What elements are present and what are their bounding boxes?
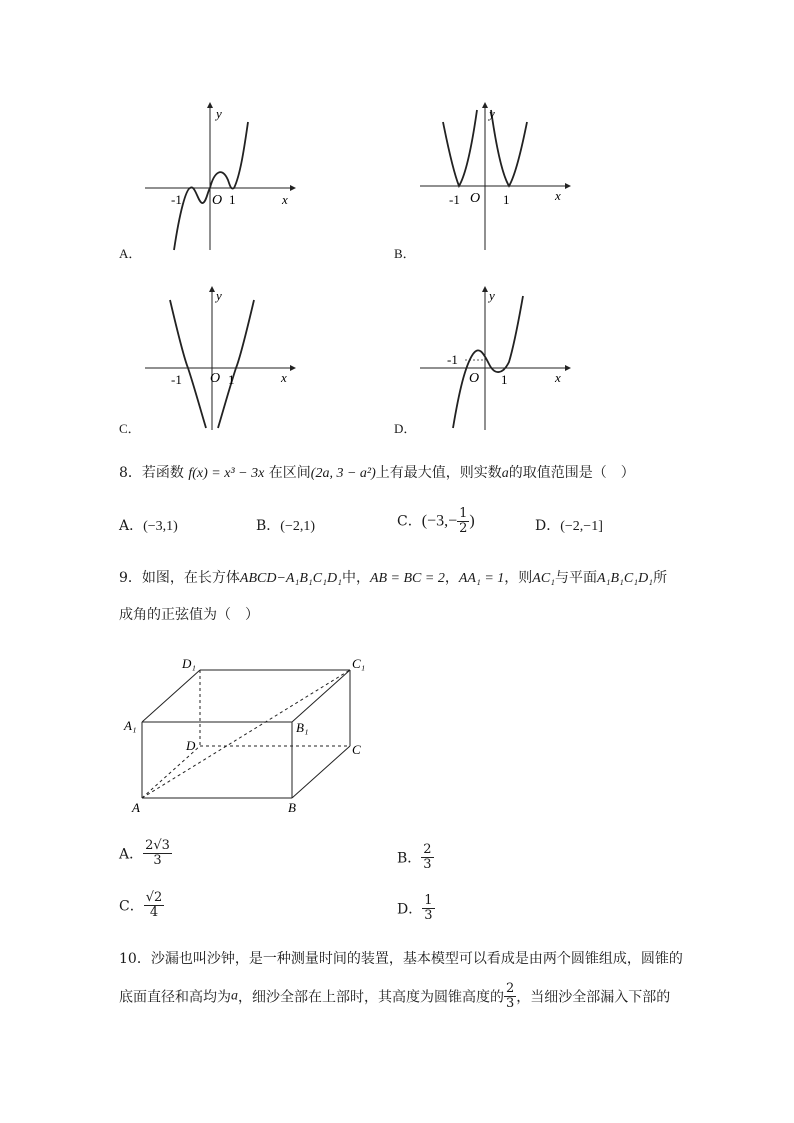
graph-a-tick-pos: 1: [229, 192, 236, 207]
graph-a-origin: O: [212, 193, 223, 208]
option-label-c[interactable]: C．: [119, 421, 141, 436]
vertex-d1: D₁: [182, 656, 196, 671]
graph-c-ylabel: y: [216, 288, 222, 303]
q8-option-c-post: ): [469, 512, 475, 530]
q9-cond2: AA₁ = 1: [458, 571, 505, 586]
q9-option-b[interactable]: [397, 843, 434, 872]
q10-line2: [119, 982, 670, 1011]
graph-b-ylabel: y: [489, 106, 495, 121]
q9-option-c-den: 4: [149, 905, 159, 920]
q9-option-b-fraction: [421, 843, 433, 872]
q9-text-c: ，则: [504, 570, 533, 586]
q9-option-d-num: 1: [424, 893, 433, 908]
q10-den: 3: [506, 996, 515, 1011]
q9-option-a-fraction: [143, 839, 172, 868]
q9-option-a-num: 2√3: [145, 838, 170, 853]
question-9: [119, 567, 667, 587]
question-10: [119, 948, 683, 968]
q8-option-c-pre: (−3,−: [421, 512, 458, 530]
graph-b-tick-pos: 1: [503, 192, 510, 207]
graph-d-origin: O: [469, 371, 480, 386]
q8-option-c-fraction: [457, 507, 469, 536]
q8-text-a: 若函数: [141, 465, 184, 481]
q9-option-a-label: A．: [119, 846, 144, 863]
cuboid-figure: [120, 650, 380, 820]
q10-var: a: [231, 988, 238, 1004]
q8-option-a[interactable]: [119, 515, 178, 535]
q9-option-d-label: D．: [397, 901, 423, 918]
q8-function: f(x) = x³ − 3x: [188, 466, 265, 481]
q8-option-b-value: (−2,1): [280, 519, 316, 534]
q8-option-c[interactable]: [397, 507, 475, 536]
q10-line2-c: ，当细沙全部漏入下部的: [516, 989, 671, 1006]
graph-a: [140, 100, 300, 255]
q9-option-b-label: B．: [397, 850, 422, 867]
q9-plane: A₁B₁C₁D₁: [597, 571, 654, 586]
q9-option-c[interactable]: [119, 891, 164, 920]
q9-option-b-den: 3: [423, 857, 432, 872]
q8-text-b: 在区间: [268, 465, 311, 481]
graph-d-tick-pos: 1: [501, 372, 508, 387]
q9-option-d-fraction: [422, 894, 434, 923]
q9-text-b: 中，: [341, 570, 370, 586]
graph-d: [415, 282, 575, 432]
question-8: [119, 462, 635, 482]
q8-option-d[interactable]: [535, 515, 603, 535]
q10-line2-a: 底面直径和高均为: [119, 989, 231, 1006]
q10-line2-b: ，细沙全部在上部时，其高度为圆锥高度的: [238, 989, 504, 1006]
graph-a-xlabel: x: [282, 192, 288, 207]
vertex-c1: C₁: [352, 656, 366, 671]
graph-b-xlabel: x: [555, 188, 561, 203]
graph-a-tick-neg: -1: [171, 192, 182, 207]
graph-c-tick-pos: 1: [228, 372, 235, 387]
q9-option-a-den: 3: [153, 853, 162, 868]
q9-text-a: 如图，在长方体: [141, 570, 240, 586]
graph-b: [415, 100, 575, 255]
q10-number: 10．: [119, 951, 151, 967]
q9-text-d: 与平面: [555, 570, 598, 586]
q9-line2: 成角的正弦值为（ ）: [119, 607, 259, 623]
q8-option-d-label: D．: [535, 518, 561, 534]
graph-c-xlabel: x: [281, 370, 287, 385]
option-label-b[interactable]: B．: [394, 246, 416, 261]
q8-text-d: 的取值范围是（ ）: [508, 465, 635, 481]
q8-interval: (2a, 3 − a²): [310, 466, 376, 481]
q9-option-d-den: 3: [424, 908, 433, 923]
graph-a-ylabel: y: [216, 106, 222, 121]
q8-number: 8．: [119, 465, 142, 481]
q9-option-b-num: 2: [423, 842, 432, 857]
q9-line: AC₁: [532, 571, 556, 586]
q8-option-a-value: (−3,1): [143, 519, 178, 534]
q9-sep: ，: [444, 570, 459, 586]
option-label-a[interactable]: A．: [119, 246, 142, 261]
q8-text-c: 上有最大值，则实数: [375, 465, 502, 481]
graph-c-tick-neg: -1: [171, 372, 182, 387]
graph-b-tick-neg: -1: [449, 192, 460, 207]
q9-option-c-label: C．: [119, 898, 144, 915]
q8-option-c-num: 1: [459, 506, 468, 521]
q8-option-b[interactable]: [256, 515, 315, 535]
graph-d-ylabel: y: [489, 288, 495, 303]
q9-option-d[interactable]: [397, 894, 435, 923]
q8-option-a-label: A．: [119, 518, 144, 534]
graph-d-xlabel: x: [555, 370, 561, 385]
q8-option-c-den: 2: [459, 521, 468, 536]
vertex-a: A: [132, 800, 140, 815]
q9-solid: ABCD−A₁B₁C₁D₁: [239, 571, 342, 586]
q10-num: 2: [506, 981, 515, 996]
q10-line1: 沙漏也叫沙钟，是一种测量时间的装置，基本模型可以看成是由两个圆锥组成，圆锥的: [150, 951, 683, 967]
q8-option-d-value: (−2,−1]: [560, 519, 603, 534]
q10-fraction: [504, 982, 516, 1011]
graph-c-origin: O: [210, 371, 221, 386]
graph-c: [140, 282, 300, 432]
q9-option-c-num: √2: [145, 890, 163, 905]
vertex-a1: A₁: [124, 718, 137, 733]
graph-b-origin: O: [470, 191, 481, 206]
q9-number: 9．: [119, 570, 142, 586]
q9-option-c-fraction: [144, 891, 165, 920]
vertex-b: B: [288, 800, 296, 815]
q9-text-e: 所: [653, 570, 668, 586]
q8-option-b-label: B．: [256, 518, 281, 534]
q8-option-c-label: C．: [397, 513, 422, 530]
q9-option-a[interactable]: [119, 839, 172, 868]
graph-d-tick-neg: -1: [447, 352, 458, 367]
q9-cond1: AB = BC = 2: [369, 571, 445, 586]
q8-var: a: [501, 466, 509, 481]
vertex-d: D: [186, 738, 196, 753]
vertex-c: C: [352, 742, 361, 757]
option-label-d[interactable]: D．: [394, 421, 417, 436]
vertex-b1: B₁: [296, 720, 309, 735]
